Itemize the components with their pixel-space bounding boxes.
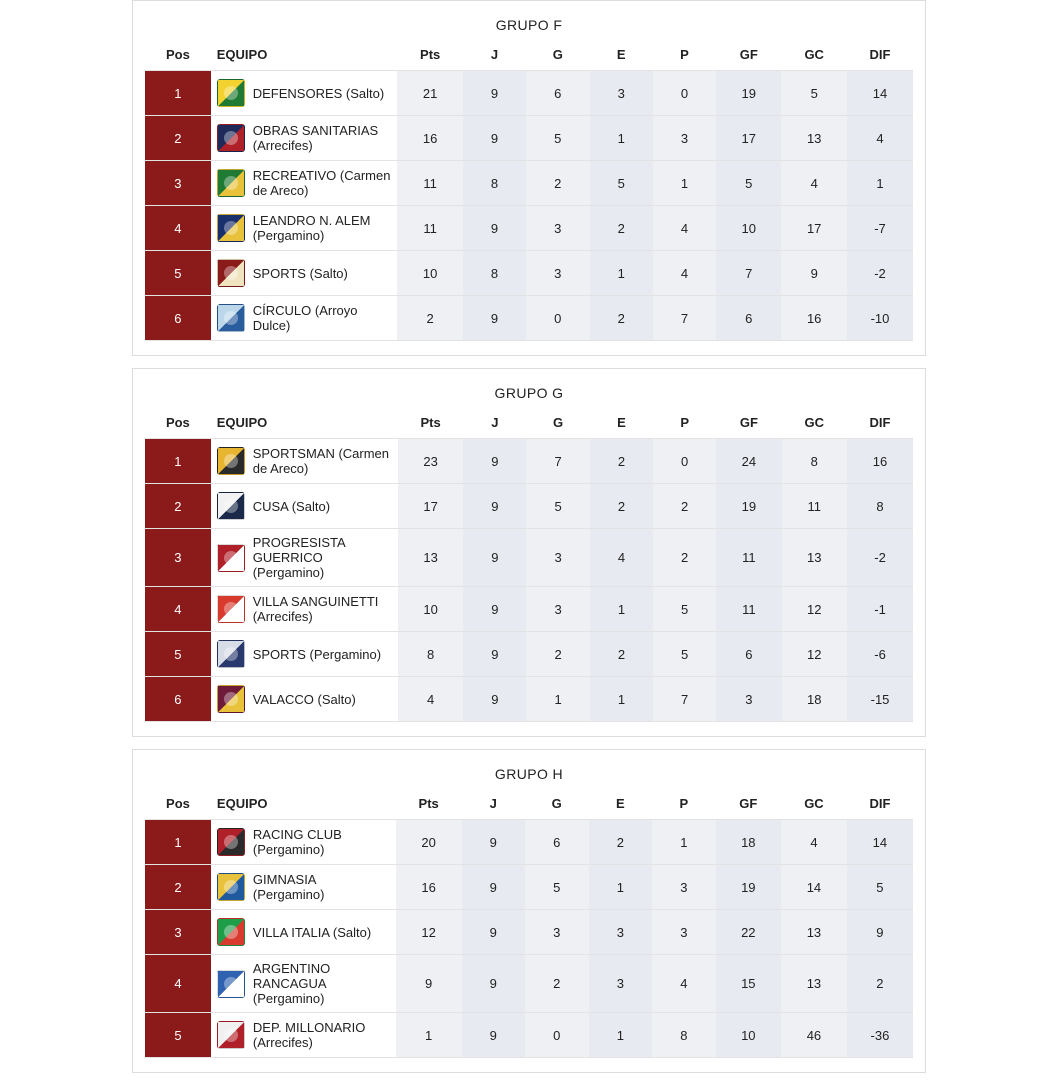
stat-cell-p: 3 — [653, 116, 716, 161]
table-row[interactable] — [145, 439, 913, 484]
stat-cell-gc: 9 — [781, 251, 847, 296]
column-header-gc: GC — [781, 43, 847, 71]
stat-cell-e: 4 — [590, 529, 653, 587]
column-header-j: J — [462, 792, 525, 820]
team-name: SPORTS (Pergamino) — [252, 646, 382, 662]
stat-cell-gf: 7 — [716, 251, 781, 296]
stat-cell-gf: 19 — [716, 484, 781, 529]
position-cell: 1 — [145, 820, 211, 865]
stat-cell-pts: 10 — [397, 251, 463, 296]
stat-cell-j: 9 — [463, 439, 526, 484]
stat-cell-gf: 15 — [716, 955, 781, 1013]
position-cell: 5 — [145, 251, 211, 296]
group-card — [132, 0, 926, 356]
stat-cell-p: 8 — [652, 1013, 715, 1058]
group-card — [132, 749, 926, 1073]
table-header-row — [145, 792, 913, 820]
group-title: GRUPO H — [494, 766, 564, 782]
stat-cell-e: 3 — [589, 910, 652, 955]
column-header-dif: DIF — [847, 411, 913, 439]
team-name: VILLA ITALIA (Salto) — [252, 924, 372, 940]
stat-cell-gc: 5 — [781, 71, 847, 116]
stat-cell-e: 2 — [589, 820, 652, 865]
team-name: RACING CLUB (Pergamino) — [252, 827, 342, 857]
stat-cell-j: 8 — [463, 251, 526, 296]
stat-cell-j: 9 — [463, 71, 526, 116]
stat-cell-pts: 17 — [398, 484, 464, 529]
stat-cell-p: 0 — [653, 439, 716, 484]
stat-cell-p: 1 — [652, 820, 715, 865]
team-name: OBRAS SANITARIAS (Arrecifes) — [252, 123, 379, 153]
team-cell[interactable] — [211, 161, 398, 206]
stat-cell-g: 1 — [526, 677, 590, 722]
stat-cell-gc: 4 — [781, 161, 847, 206]
crest-villa-italia-icon — [217, 918, 245, 946]
crest-racing-club-icon — [217, 828, 245, 856]
stat-cell-dif: 2 — [847, 955, 913, 1013]
table-row[interactable] — [145, 955, 913, 1013]
column-header-gc: GC — [781, 792, 847, 820]
column-header-j: J — [463, 411, 526, 439]
position-cell: 4 — [145, 955, 211, 1013]
stat-cell-dif: -2 — [847, 251, 913, 296]
stat-cell-gc: 46 — [781, 1013, 847, 1058]
team-name: CUSA (Salto) — [252, 498, 331, 514]
stat-cell-j: 8 — [463, 161, 526, 206]
crest-recreativo-icon — [217, 169, 245, 197]
crest-progresista-guerrico-icon — [217, 544, 245, 572]
stat-cell-dif: -36 — [847, 1013, 913, 1058]
team-name: DEP. MILLONARIO (Arrecifes) — [252, 1020, 366, 1050]
stat-cell-e: 2 — [590, 632, 653, 677]
stat-cell-pts: 9 — [396, 955, 462, 1013]
table-row[interactable] — [145, 1013, 913, 1058]
crest-argentino-rancagua-icon — [217, 970, 245, 998]
team-cell[interactable] — [211, 484, 398, 529]
stat-cell-p: 2 — [653, 484, 716, 529]
stat-cell-pts: 21 — [397, 71, 463, 116]
crest-sportsman-icon — [217, 447, 245, 475]
stat-cell-e: 2 — [590, 206, 653, 251]
team-name: SPORTSMAN (Carmen de Areco) — [252, 446, 390, 476]
column-header-pos: Pos — [145, 43, 211, 71]
stat-cell-g: 2 — [526, 161, 590, 206]
table-header-row — [145, 411, 913, 439]
stat-cell-p: 3 — [652, 865, 715, 910]
stat-cell-dif: 1 — [847, 161, 913, 206]
position-cell: 3 — [145, 161, 211, 206]
team-name: ARGENTINO RANCAGUA (Pergamino) — [252, 961, 331, 1006]
stat-cell-gc: 18 — [782, 677, 848, 722]
stat-cell-gf: 6 — [716, 632, 781, 677]
stat-cell-pts: 10 — [398, 587, 464, 632]
stat-cell-dif: -10 — [847, 296, 913, 341]
stat-cell-gf: 10 — [716, 206, 781, 251]
table-row[interactable] — [145, 910, 913, 955]
stat-cell-dif: 14 — [847, 820, 913, 865]
stat-cell-pts: 4 — [398, 677, 464, 722]
stat-cell-j: 9 — [463, 206, 526, 251]
stat-cell-gc: 12 — [782, 587, 848, 632]
position-cell: 3 — [145, 529, 211, 587]
crest-sports-salto-icon — [217, 259, 245, 287]
stat-cell-g: 0 — [526, 296, 590, 341]
group-card — [132, 368, 926, 737]
stat-cell-e: 1 — [589, 865, 652, 910]
crest-defensores-icon — [217, 79, 245, 107]
position-cell: 2 — [145, 484, 211, 529]
team-cell[interactable] — [211, 632, 398, 677]
table-row[interactable] — [145, 587, 913, 632]
stat-cell-e: 2 — [590, 439, 653, 484]
table-row[interactable] — [145, 161, 913, 206]
position-cell: 2 — [145, 865, 211, 910]
stat-cell-p: 1 — [653, 161, 716, 206]
stat-cell-pts: 8 — [398, 632, 464, 677]
crest-valacco-icon — [217, 685, 245, 713]
team-name: DEFENSORES (Salto) — [252, 85, 385, 101]
stat-cell-e: 2 — [590, 296, 653, 341]
column-header-g: G — [526, 411, 590, 439]
crest-sports-pergamino-icon — [217, 640, 245, 668]
stat-cell-gf: 17 — [716, 116, 781, 161]
team-name: RECREATIVO (Carmen de Areco) — [252, 168, 391, 198]
stat-cell-g: 5 — [526, 484, 590, 529]
team-name: VILLA SANGUINETTI (Arrecifes) — [252, 594, 379, 624]
stat-cell-dif: -7 — [847, 206, 913, 251]
column-header-p: P — [652, 792, 715, 820]
stat-cell-j: 9 — [463, 116, 526, 161]
crest-villa-sanguinetti-icon — [217, 595, 245, 623]
team-name: SPORTS (Salto) — [252, 265, 348, 281]
team-cell[interactable] — [211, 296, 398, 341]
stat-cell-pts: 23 — [398, 439, 464, 484]
column-header-gf: GF — [716, 43, 781, 71]
stat-cell-g: 2 — [525, 955, 589, 1013]
stat-cell-dif: 5 — [847, 865, 913, 910]
team-cell[interactable] — [211, 439, 398, 484]
column-header-equipo: EQUIPO — [211, 411, 398, 439]
group-title: GRUPO F — [495, 17, 563, 33]
stat-cell-dif: -15 — [847, 677, 913, 722]
stat-cell-g: 5 — [526, 116, 590, 161]
crest-circulo-icon — [217, 304, 245, 332]
stat-cell-g: 3 — [526, 251, 590, 296]
stat-cell-j: 9 — [463, 632, 526, 677]
team-cell[interactable] — [211, 71, 398, 116]
team-cell[interactable] — [211, 865, 396, 910]
stat-cell-pts: 16 — [396, 865, 462, 910]
stat-cell-pts: 16 — [397, 116, 463, 161]
stat-cell-g: 3 — [526, 529, 590, 587]
stat-cell-gc: 16 — [781, 296, 847, 341]
column-header-e: E — [590, 411, 653, 439]
stat-cell-gf: 19 — [716, 865, 781, 910]
stat-cell-e: 1 — [590, 251, 653, 296]
stat-cell-p: 4 — [652, 955, 715, 1013]
stat-cell-g: 3 — [526, 587, 590, 632]
stat-cell-gf: 22 — [716, 910, 781, 955]
stat-cell-p: 5 — [653, 587, 716, 632]
stat-cell-dif: 9 — [847, 910, 913, 955]
stat-cell-j: 9 — [463, 484, 526, 529]
position-cell: 4 — [145, 206, 211, 251]
standings-table — [145, 43, 913, 341]
stat-cell-g: 2 — [526, 632, 590, 677]
stat-cell-gc: 14 — [781, 865, 847, 910]
column-header-g: G — [526, 43, 590, 71]
stat-cell-j: 9 — [462, 955, 525, 1013]
stat-cell-p: 7 — [653, 677, 716, 722]
stat-cell-j: 9 — [462, 910, 525, 955]
stat-cell-g: 7 — [526, 439, 590, 484]
table-header-row — [145, 43, 913, 71]
stat-cell-dif: 14 — [847, 71, 913, 116]
stat-cell-gf: 11 — [716, 529, 781, 587]
column-header-e: E — [590, 43, 653, 71]
stat-cell-gf: 3 — [716, 677, 781, 722]
stat-cell-gc: 8 — [782, 439, 848, 484]
team-cell[interactable] — [211, 206, 398, 251]
column-header-pts: Pts — [397, 43, 463, 71]
stat-cell-gf: 11 — [716, 587, 781, 632]
column-header-pos: Pos — [145, 411, 211, 439]
crest-obras-sanitarias-icon — [217, 124, 245, 152]
team-name: LEANDRO N. ALEM (Pergamino) — [252, 213, 371, 243]
standings-table — [145, 792, 913, 1058]
stat-cell-gf: 24 — [716, 439, 781, 484]
stat-cell-dif: -1 — [847, 587, 913, 632]
stat-cell-p: 4 — [653, 206, 716, 251]
table-row[interactable] — [145, 116, 913, 161]
column-header-pts: Pts — [396, 792, 462, 820]
team-cell[interactable] — [211, 910, 396, 955]
group-title: GRUPO G — [494, 385, 564, 401]
stat-cell-gc: 13 — [781, 116, 847, 161]
column-header-gf: GF — [716, 792, 781, 820]
stat-cell-dif: 8 — [847, 484, 913, 529]
stat-cell-dif: -6 — [847, 632, 913, 677]
stat-cell-p: 0 — [653, 71, 716, 116]
table-row[interactable] — [145, 677, 913, 722]
stat-cell-j: 9 — [463, 529, 526, 587]
stat-cell-e: 1 — [590, 677, 653, 722]
stat-cell-gf: 18 — [716, 820, 781, 865]
stat-cell-g: 0 — [525, 1013, 589, 1058]
position-cell: 6 — [145, 296, 211, 341]
stat-cell-e: 1 — [589, 1013, 652, 1058]
stat-cell-gc: 13 — [781, 910, 847, 955]
stat-cell-gf: 10 — [716, 1013, 781, 1058]
stat-cell-j: 9 — [463, 677, 526, 722]
column-header-pos: Pos — [145, 792, 211, 820]
position-cell: 1 — [145, 71, 211, 116]
stat-cell-e: 1 — [590, 587, 653, 632]
column-header-g: G — [525, 792, 589, 820]
stat-cell-gc: 12 — [782, 632, 848, 677]
stat-cell-p: 2 — [653, 529, 716, 587]
stat-cell-g: 6 — [526, 71, 590, 116]
stat-cell-pts: 12 — [396, 910, 462, 955]
column-header-gf: GF — [716, 411, 781, 439]
stat-cell-e: 5 — [590, 161, 653, 206]
stat-cell-p: 5 — [653, 632, 716, 677]
stat-cell-j: 9 — [462, 865, 525, 910]
stat-cell-g: 5 — [525, 865, 589, 910]
position-cell: 1 — [145, 439, 211, 484]
column-header-equipo: EQUIPO — [211, 43, 398, 71]
team-name: GIMNASIA (Pergamino) — [252, 872, 325, 902]
stat-cell-j: 9 — [462, 820, 525, 865]
crest-cusa-icon — [217, 492, 245, 520]
stat-cell-g: 3 — [525, 910, 589, 955]
team-cell[interactable] — [211, 677, 398, 722]
stat-cell-e: 1 — [590, 116, 653, 161]
column-header-pts: Pts — [398, 411, 464, 439]
team-cell[interactable] — [211, 587, 398, 632]
position-cell: 5 — [145, 632, 211, 677]
stat-cell-e: 2 — [590, 484, 653, 529]
stat-cell-pts: 13 — [398, 529, 464, 587]
stat-cell-pts: 2 — [397, 296, 463, 341]
stat-cell-gc: 13 — [782, 529, 848, 587]
team-cell[interactable] — [211, 251, 398, 296]
team-cell[interactable] — [211, 1013, 396, 1058]
stat-cell-g: 3 — [526, 206, 590, 251]
position-cell: 2 — [145, 116, 211, 161]
stat-cell-j: 9 — [463, 587, 526, 632]
stat-cell-e: 3 — [590, 71, 653, 116]
stat-cell-p: 4 — [653, 251, 716, 296]
table-row[interactable] — [145, 529, 913, 587]
team-name: CÍRCULO (Arroyo Dulce) — [252, 303, 358, 333]
team-name: PROGRESISTA GUERRICO (Pergamino) — [252, 535, 345, 580]
table-row[interactable] — [145, 632, 913, 677]
stat-cell-g: 6 — [525, 820, 589, 865]
crest-leandro-n-alem-icon — [217, 214, 245, 242]
stat-cell-j: 9 — [463, 296, 526, 341]
column-header-j: J — [463, 43, 526, 71]
position-cell: 5 — [145, 1013, 211, 1058]
crest-gimnasia-icon — [217, 873, 245, 901]
stat-cell-dif: 16 — [847, 439, 913, 484]
table-row[interactable] — [145, 251, 913, 296]
stat-cell-gc: 11 — [782, 484, 848, 529]
column-header-e: E — [589, 792, 652, 820]
stat-cell-gc: 17 — [781, 206, 847, 251]
table-row[interactable] — [145, 820, 913, 865]
crest-dep-millonario-icon — [217, 1021, 245, 1049]
column-header-equipo: EQUIPO — [211, 792, 396, 820]
column-header-p: P — [653, 411, 716, 439]
stat-cell-gf: 6 — [716, 296, 781, 341]
position-cell: 3 — [145, 910, 211, 955]
stat-cell-pts: 11 — [397, 206, 463, 251]
standings-table — [145, 411, 913, 722]
stat-cell-gc: 4 — [781, 820, 847, 865]
stat-cell-gf: 19 — [716, 71, 781, 116]
team-cell[interactable] — [211, 116, 398, 161]
position-cell: 4 — [145, 587, 211, 632]
team-cell[interactable] — [211, 529, 398, 587]
team-name: VALACCO (Salto) — [252, 691, 356, 707]
stat-cell-e: 3 — [589, 955, 652, 1013]
team-cell[interactable] — [211, 820, 396, 865]
column-header-p: P — [653, 43, 716, 71]
stat-cell-pts: 20 — [396, 820, 462, 865]
stat-cell-pts: 1 — [396, 1013, 462, 1058]
stat-cell-p: 7 — [653, 296, 716, 341]
table-row[interactable] — [145, 206, 913, 251]
stat-cell-p: 3 — [652, 910, 715, 955]
team-cell[interactable] — [211, 955, 396, 1013]
stat-cell-gf: 5 — [716, 161, 781, 206]
stat-cell-pts: 11 — [397, 161, 463, 206]
column-header-gc: GC — [782, 411, 848, 439]
stat-cell-dif: -2 — [847, 529, 913, 587]
stat-cell-gc: 13 — [781, 955, 847, 1013]
table-row[interactable] — [145, 865, 913, 910]
table-row[interactable] — [145, 296, 913, 341]
table-row[interactable] — [145, 71, 913, 116]
stat-cell-dif: 4 — [847, 116, 913, 161]
table-row[interactable] — [145, 484, 913, 529]
stat-cell-j: 9 — [462, 1013, 525, 1058]
position-cell: 6 — [145, 677, 211, 722]
column-header-dif: DIF — [847, 43, 913, 71]
column-header-dif: DIF — [847, 792, 913, 820]
